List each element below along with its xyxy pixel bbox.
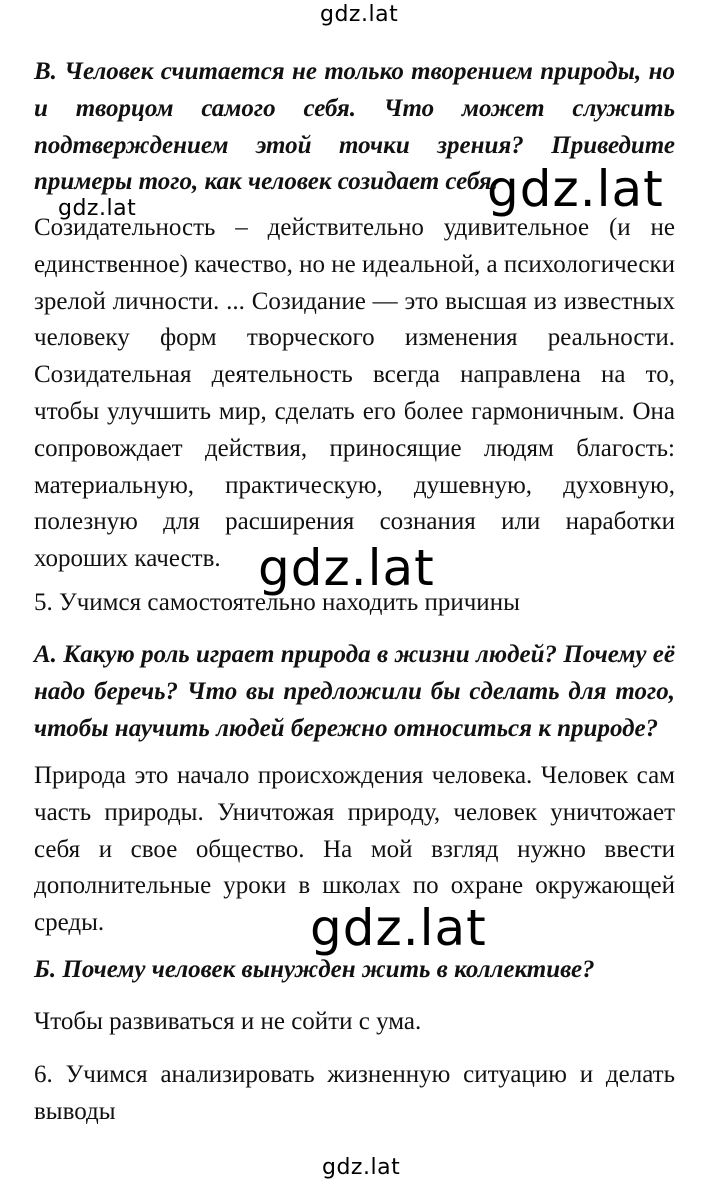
section-heading-5: 5. Учимся самостоятельно находить причины [34,589,520,616]
question-collective: Б. Почему человек вынужден жить в коллективе? [34,956,595,983]
answer-nature: Природа это начало происхождения человека. Человек сам часть природы. Уничтожая природу, человек уничтожает себя и свое общество. На мой взгляд нужно ввести дополнительные уроки в школах по охране окружающей среды. [34,762,675,937]
watermark-under-question: gdz.lat [58,196,137,221]
answer-collective: Чтобы развиваться и не сойти с ума. [34,1008,422,1035]
watermark-right: gdz.lat [487,160,664,218]
watermark-bottom: gdz.lat [322,1155,401,1180]
watermark-middle: gdz.lat [258,539,435,597]
question-role-of-nature: А. Какую роль играет природа в жизни людей? Почему её надо беречь? Что вы предложили бы сделать для того, чтобы научить людей бережно относиться к природе? [34,641,675,742]
watermark-lower-middle: gdz.lat [310,899,487,957]
answer-creativity: Созидательность – действительно удивительное (и не единственное) качество, но не идеальной, а психологически зрелой личности. ... Созидание — это высшая из известных человеку форм творческого изменения реальности. Созидательная деятельность всегда направлена на то, чтобы улучшить мир, сделать его более гармоничным. Она сопровождает действия, приносящие людям благость: материальную, практическую, душевную, духовную, полезную для расширения сознания или наработки хороших качеств. [34,214,675,573]
watermark-top: gdz.lat [320,2,399,27]
section-heading-6: 6. Учимся анализировать жизненную ситуацию и делать выводы [34,1061,675,1125]
question-creator-of-self: В. Человек считается не только творением природы, но и творцом самого себя. Что может служить подтверждением этой точки зрения? Приведите примеры того, как человек созидает себя. [34,58,675,196]
